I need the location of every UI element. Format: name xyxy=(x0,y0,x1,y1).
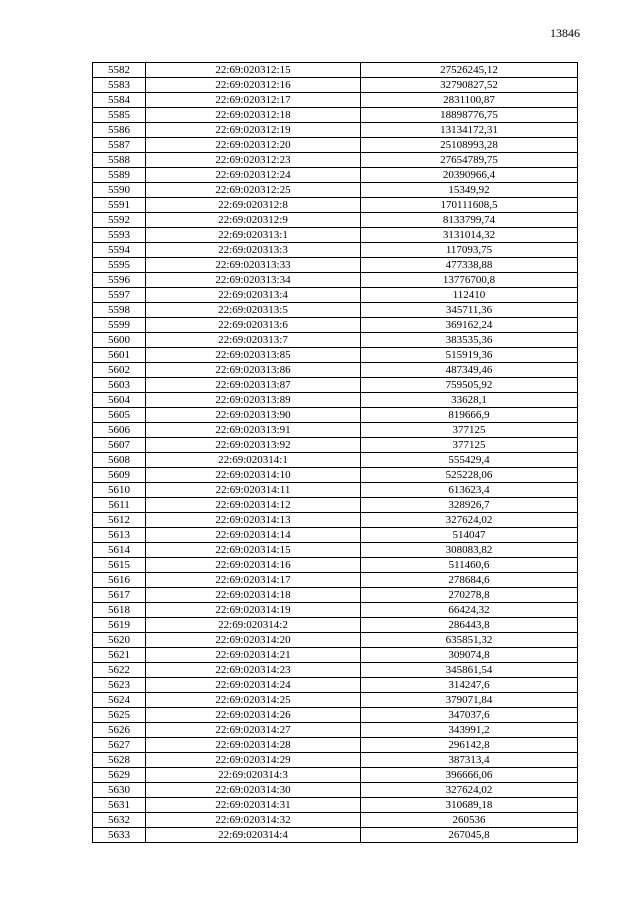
cadastral-number: 22:69:020313:3 xyxy=(146,243,361,258)
table-row xyxy=(93,108,578,123)
row-number: 5607 xyxy=(93,438,146,453)
table-row xyxy=(93,513,578,528)
cadastral-value: 314247,6 xyxy=(361,678,578,693)
table-row xyxy=(93,468,578,483)
table-row xyxy=(93,243,578,258)
cadastral-value: 327624,02 xyxy=(361,513,578,528)
row-number: 5612 xyxy=(93,513,146,528)
row-number: 5616 xyxy=(93,573,146,588)
row-number: 5585 xyxy=(93,108,146,123)
table-row xyxy=(93,138,578,153)
cadastral-number: 22:69:020313:34 xyxy=(146,273,361,288)
cadastral-number: 22:69:020314:13 xyxy=(146,513,361,528)
row-number: 5622 xyxy=(93,663,146,678)
table-row xyxy=(93,798,578,813)
cadastral-value: 345711,36 xyxy=(361,303,578,318)
row-number: 5631 xyxy=(93,798,146,813)
cadastral-value: 66424,32 xyxy=(361,603,578,618)
table-row xyxy=(93,438,578,453)
cadastral-number: 22:69:020314:10 xyxy=(146,468,361,483)
table-row xyxy=(93,168,578,183)
row-number: 5596 xyxy=(93,273,146,288)
cadastral-number: 22:69:020314:2 xyxy=(146,618,361,633)
row-number: 5600 xyxy=(93,333,146,348)
table-row xyxy=(93,783,578,798)
cadastral-number: 22:69:020312:24 xyxy=(146,168,361,183)
table-row xyxy=(93,708,578,723)
row-number: 5620 xyxy=(93,633,146,648)
row-number: 5610 xyxy=(93,483,146,498)
cadastral-value: 511460,6 xyxy=(361,558,578,573)
cadastral-value: 117093,75 xyxy=(361,243,578,258)
table-row xyxy=(93,453,578,468)
row-number: 5605 xyxy=(93,408,146,423)
cadastral-number: 22:69:020313:33 xyxy=(146,258,361,273)
table-row xyxy=(93,573,578,588)
row-number: 5595 xyxy=(93,258,146,273)
cadastral-number: 22:69:020313:4 xyxy=(146,288,361,303)
cadastral-value: 278684,6 xyxy=(361,573,578,588)
cadastral-value: 25108993,28 xyxy=(361,138,578,153)
cadastral-number: 22:69:020314:29 xyxy=(146,753,361,768)
row-number: 5586 xyxy=(93,123,146,138)
table-row xyxy=(93,63,578,78)
cadastral-number: 22:69:020314:20 xyxy=(146,633,361,648)
cadastral-number: 22:69:020312:18 xyxy=(146,108,361,123)
cadastral-value: 515919,36 xyxy=(361,348,578,363)
table-row xyxy=(93,273,578,288)
cadastral-number: 22:69:020314:31 xyxy=(146,798,361,813)
cadastral-value: 310689,18 xyxy=(361,798,578,813)
page-number: 13846 xyxy=(550,26,580,40)
table-row xyxy=(93,258,578,273)
cadastral-value: 613623,4 xyxy=(361,483,578,498)
cadastral-number: 22:69:020313:90 xyxy=(146,408,361,423)
table-row xyxy=(93,183,578,198)
table-row xyxy=(93,318,578,333)
cadastral-value: 20390966,4 xyxy=(361,168,578,183)
cadastral-number: 22:69:020314:28 xyxy=(146,738,361,753)
cadastral-value: 2831100,87 xyxy=(361,93,578,108)
cadastral-number: 22:69:020314:17 xyxy=(146,573,361,588)
row-number: 5617 xyxy=(93,588,146,603)
table-row xyxy=(93,423,578,438)
table-row xyxy=(93,543,578,558)
cadastral-value: 327624,02 xyxy=(361,783,578,798)
cadastral-number: 22:69:020314:26 xyxy=(146,708,361,723)
cadastral-number: 22:69:020312:15 xyxy=(146,63,361,78)
table-body xyxy=(93,63,578,843)
cadastral-value: 343991,2 xyxy=(361,723,578,738)
cadastral-number: 22:69:020313:7 xyxy=(146,333,361,348)
row-number: 5614 xyxy=(93,543,146,558)
cadastral-number: 22:69:020313:91 xyxy=(146,423,361,438)
row-number: 5599 xyxy=(93,318,146,333)
cadastral-value: 369162,24 xyxy=(361,318,578,333)
table-row xyxy=(93,303,578,318)
row-number: 5628 xyxy=(93,753,146,768)
row-number: 5584 xyxy=(93,93,146,108)
table-row xyxy=(93,78,578,93)
row-number: 5629 xyxy=(93,768,146,783)
table-row xyxy=(93,528,578,543)
cadastral-value: 260536 xyxy=(361,813,578,828)
table-row xyxy=(93,213,578,228)
table-row xyxy=(93,678,578,693)
table-row xyxy=(93,483,578,498)
row-number: 5624 xyxy=(93,693,146,708)
cadastral-value: 32790827,52 xyxy=(361,78,578,93)
cadastral-value: 347037,6 xyxy=(361,708,578,723)
row-number: 5623 xyxy=(93,678,146,693)
row-number: 5590 xyxy=(93,183,146,198)
row-number: 5608 xyxy=(93,453,146,468)
table-row xyxy=(93,753,578,768)
cadastral-value: 377125 xyxy=(361,438,578,453)
cadastral-value: 18898776,75 xyxy=(361,108,578,123)
cadastral-number: 22:69:020313:92 xyxy=(146,438,361,453)
cadastral-number: 22:69:020312:19 xyxy=(146,123,361,138)
cadastral-value: 387313,4 xyxy=(361,753,578,768)
row-number: 5618 xyxy=(93,603,146,618)
table-row xyxy=(93,408,578,423)
cadastral-number: 22:69:020314:19 xyxy=(146,603,361,618)
row-number: 5598 xyxy=(93,303,146,318)
cadastral-value: 819666,9 xyxy=(361,408,578,423)
table-row xyxy=(93,123,578,138)
table-row xyxy=(93,378,578,393)
cadastral-value: 270278,8 xyxy=(361,588,578,603)
cadastral-number: 22:69:020312:9 xyxy=(146,213,361,228)
table-row xyxy=(93,648,578,663)
row-number: 5613 xyxy=(93,528,146,543)
cadastral-value: 525228,06 xyxy=(361,468,578,483)
table-row xyxy=(93,633,578,648)
cadastral-value: 308083,82 xyxy=(361,543,578,558)
cadastral-value: 13776700,8 xyxy=(361,273,578,288)
cadastral-number: 22:69:020314:21 xyxy=(146,648,361,663)
cadastral-number: 22:69:020314:12 xyxy=(146,498,361,513)
table-row xyxy=(93,618,578,633)
cadastral-number: 22:69:020314:14 xyxy=(146,528,361,543)
row-number: 5626 xyxy=(93,723,146,738)
row-number: 5594 xyxy=(93,243,146,258)
row-number: 5603 xyxy=(93,378,146,393)
cadastral-value: 27526245,12 xyxy=(361,63,578,78)
cadastral-value: 377125 xyxy=(361,423,578,438)
cadastral-number: 22:69:020312:17 xyxy=(146,93,361,108)
cadastral-number: 22:69:020314:32 xyxy=(146,813,361,828)
cadastral-number: 22:69:020312:8 xyxy=(146,198,361,213)
cadastral-number: 22:69:020312:25 xyxy=(146,183,361,198)
table-row xyxy=(93,228,578,243)
cadastral-value: 328926,7 xyxy=(361,498,578,513)
row-number: 5615 xyxy=(93,558,146,573)
cadastral-number: 22:69:020314:30 xyxy=(146,783,361,798)
row-number: 5611 xyxy=(93,498,146,513)
cadastral-number: 22:69:020313:86 xyxy=(146,363,361,378)
cadastral-value: 555429,4 xyxy=(361,453,578,468)
row-number: 5630 xyxy=(93,783,146,798)
row-number: 5627 xyxy=(93,738,146,753)
row-number: 5604 xyxy=(93,393,146,408)
table-row xyxy=(93,393,578,408)
cadastral-number: 22:69:020313:87 xyxy=(146,378,361,393)
cadastral-value: 112410 xyxy=(361,288,578,303)
cadastral-value: 759505,92 xyxy=(361,378,578,393)
cadastral-number: 22:69:020314:18 xyxy=(146,588,361,603)
row-number: 5582 xyxy=(93,63,146,78)
cadastral-number: 22:69:020313:85 xyxy=(146,348,361,363)
cadastral-value: 3131014,32 xyxy=(361,228,578,243)
table-row xyxy=(93,828,578,843)
cadastral-value: 514047 xyxy=(361,528,578,543)
cadastral-value: 635851,32 xyxy=(361,633,578,648)
cadastral-number: 22:69:020313:5 xyxy=(146,303,361,318)
cadastral-number: 22:69:020314:27 xyxy=(146,723,361,738)
cadastral-number: 22:69:020314:11 xyxy=(146,483,361,498)
table-row xyxy=(93,813,578,828)
cadastral-value: 33628,1 xyxy=(361,393,578,408)
cadastral-number: 22:69:020314:3 xyxy=(146,768,361,783)
cadastral-value: 15349,92 xyxy=(361,183,578,198)
cadastral-value: 309074,8 xyxy=(361,648,578,663)
row-number: 5589 xyxy=(93,168,146,183)
row-number: 5597 xyxy=(93,288,146,303)
row-number: 5588 xyxy=(93,153,146,168)
row-number: 5601 xyxy=(93,348,146,363)
row-number: 5593 xyxy=(93,228,146,243)
table-row xyxy=(93,363,578,378)
cadastral-number: 22:69:020313:1 xyxy=(146,228,361,243)
cadastral-number: 22:69:020312:20 xyxy=(146,138,361,153)
cadastral-value: 383535,36 xyxy=(361,333,578,348)
table-row xyxy=(93,348,578,363)
cadastral-value: 13134172,31 xyxy=(361,123,578,138)
table-row xyxy=(93,288,578,303)
cadastral-value: 286443,8 xyxy=(361,618,578,633)
row-number: 5621 xyxy=(93,648,146,663)
cadastral-number: 22:69:020314:4 xyxy=(146,828,361,843)
cadastral-value: 27654789,75 xyxy=(361,153,578,168)
row-number: 5619 xyxy=(93,618,146,633)
row-number: 5587 xyxy=(93,138,146,153)
cadastral-number: 22:69:020312:23 xyxy=(146,153,361,168)
row-number: 5632 xyxy=(93,813,146,828)
table-row xyxy=(93,498,578,513)
table-row xyxy=(93,93,578,108)
row-number: 5625 xyxy=(93,708,146,723)
table-row xyxy=(93,558,578,573)
cadastral-value: 477338,88 xyxy=(361,258,578,273)
cadastral-number: 22:69:020313:6 xyxy=(146,318,361,333)
table-row xyxy=(93,693,578,708)
table-row xyxy=(93,588,578,603)
row-number: 5602 xyxy=(93,363,146,378)
cadastral-number: 22:69:020314:15 xyxy=(146,543,361,558)
table-row xyxy=(93,663,578,678)
table-row xyxy=(93,198,578,213)
table-row xyxy=(93,603,578,618)
cadastral-number: 22:69:020314:24 xyxy=(146,678,361,693)
table-row xyxy=(93,333,578,348)
cadastral-value: 379071,84 xyxy=(361,693,578,708)
row-number: 5592 xyxy=(93,213,146,228)
cadastral-value: 345861,54 xyxy=(361,663,578,678)
cadastral-number: 22:69:020314:1 xyxy=(146,453,361,468)
row-number: 5609 xyxy=(93,468,146,483)
cadastral-number: 22:69:020313:89 xyxy=(146,393,361,408)
cadastral-number: 22:69:020314:23 xyxy=(146,663,361,678)
row-number: 5606 xyxy=(93,423,146,438)
cadastral-value: 8133799,74 xyxy=(361,213,578,228)
table-row xyxy=(93,723,578,738)
row-number: 5633 xyxy=(93,828,146,843)
cadastral-value: 267045,8 xyxy=(361,828,578,843)
row-number: 5583 xyxy=(93,78,146,93)
row-number: 5591 xyxy=(93,198,146,213)
table-row xyxy=(93,738,578,753)
cadastral-number: 22:69:020314:16 xyxy=(146,558,361,573)
cadastral-value: 396666,06 xyxy=(361,768,578,783)
cadastral-number: 22:69:020314:25 xyxy=(146,693,361,708)
cadastral-value-table xyxy=(92,62,578,843)
table-row xyxy=(93,153,578,168)
cadastral-value: 487349,46 xyxy=(361,363,578,378)
table-row xyxy=(93,768,578,783)
cadastral-value: 170111608,5 xyxy=(361,198,578,213)
cadastral-value: 296142,8 xyxy=(361,738,578,753)
cadastral-number: 22:69:020312:16 xyxy=(146,78,361,93)
